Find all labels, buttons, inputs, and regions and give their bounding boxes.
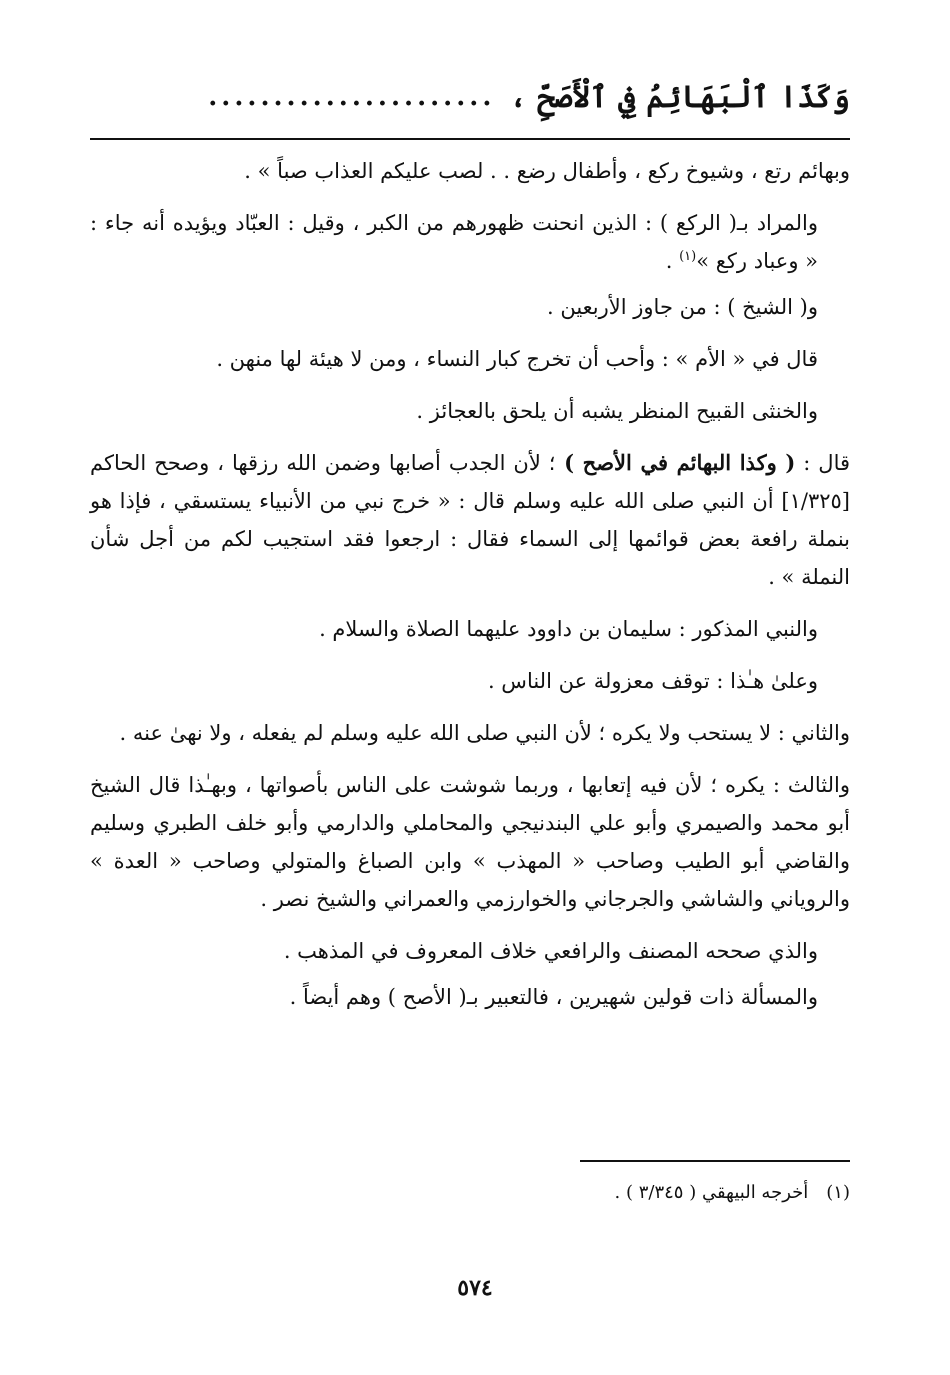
- paragraph-text-end: .: [665, 249, 680, 273]
- header-dots: ......................: [208, 82, 496, 112]
- footnote-rule: [580, 1160, 850, 1162]
- paragraph-text: و( الشيخ ) : من جاوز الأربعين .: [546, 295, 818, 319]
- paragraph: [90, 766, 850, 918]
- running-header: [90, 72, 850, 122]
- paragraph: [90, 288, 850, 326]
- paragraph: [90, 152, 850, 190]
- paragraph-text: والثالث : يكره ؛ لأن فيه إتعابها ، وربما شوشت على الناس بأصواتها ، وبهـٰذا قال الشيخ أبو محمد والصيمري وأبو علي البندنيجي والمحاملي والدارمي وأبو خلف الطبري وسليم والقاضي أبو الطيب وصاحب « المهذب » وابن الصباغ والمتولي وصاحب « العدة » والروياني والشاشي والجرجاني والخوارزمي والعمراني والشيخ نصر .: [90, 773, 850, 911]
- paragraph: [90, 714, 850, 752]
- paragraph-text: والثاني : لا يستحب ولا يكره ؛ لأن النبي صلى الله عليه وسلم لم يفعله ، ولا نهىٰ عنه .: [119, 721, 850, 745]
- footnote-number: (١): [826, 1182, 850, 1203]
- paragraph-prefix: قال :: [795, 451, 851, 475]
- paragraph-text: وبهائم رتع ، وشيوخ ركع ، وأطفال رضع . . لصب عليكم العذاب صباً » .: [244, 159, 850, 183]
- paragraph: [90, 444, 850, 596]
- paragraph-text: قال في « الأم » : وأحب أن تخرج كبار النساء ، ومن لا هيئة لها منهن .: [216, 347, 818, 371]
- header-title: وَكَذَا ٱلْبَهَائِمُ فِي ٱلْأَصَحِّ ،: [509, 79, 850, 115]
- paragraph: [90, 932, 850, 970]
- paragraph-text: وعلىٰ هـٰذا : توقف معزولة عن الناس .: [487, 669, 818, 693]
- paragraph-text: والخنثى القبيح المنظر يشبه أن يلحق بالعجائز .: [416, 399, 818, 423]
- footnote-reference[interactable]: (١): [679, 249, 697, 264]
- footnote: [90, 1178, 850, 1208]
- header-rule: [90, 138, 850, 140]
- paragraph: [90, 204, 850, 280]
- paragraph: [90, 340, 850, 378]
- page-number: ٥٧٤: [457, 1275, 493, 1301]
- paragraph: [90, 662, 850, 700]
- paragraph-text: والنبي المذكور : سليمان بن داوود عليهما الصلاة والسلام .: [319, 617, 818, 641]
- paragraph-text: والمراد بـ( الركع ) : الذين انحنت ظهورهم من الكبر ، وقيل : العبّاد ويؤيده أنه جاء : « وعباد ركع »: [90, 211, 818, 273]
- paragraph-text: ؛ لأن الجدب أصابها وضمن الله رزقها ، وصحح الحاكم [١/٣٢٥] أن النبي صلى الله عليه وسلم قال : « خرج نبي من الأنبياء يستسقي ، فإذا هو بنملة رافعة بعض قوائمها إلى السماء فقال : ارجعوا فقد استجيب لكم من أجل شأن النملة » .: [90, 451, 850, 589]
- paragraph: [90, 610, 850, 648]
- main-text: [90, 152, 850, 1030]
- paragraph: [90, 392, 850, 430]
- paragraph: [90, 978, 850, 1016]
- paragraph-text: والذي صححه المصنف والرافعي خلاف المعروف في المذهب .: [283, 939, 818, 963]
- paragraph-text: والمسألة ذات قولين شهيرين ، فالتعبير بـ( الأصح ) وهم أيضاً .: [289, 985, 818, 1009]
- footnote-text: أخرجه البيهقي ( ٣/٣٤٥ ) .: [614, 1182, 809, 1203]
- matn-quote: ( وكذا البهائم في الأصح ): [555, 450, 796, 475]
